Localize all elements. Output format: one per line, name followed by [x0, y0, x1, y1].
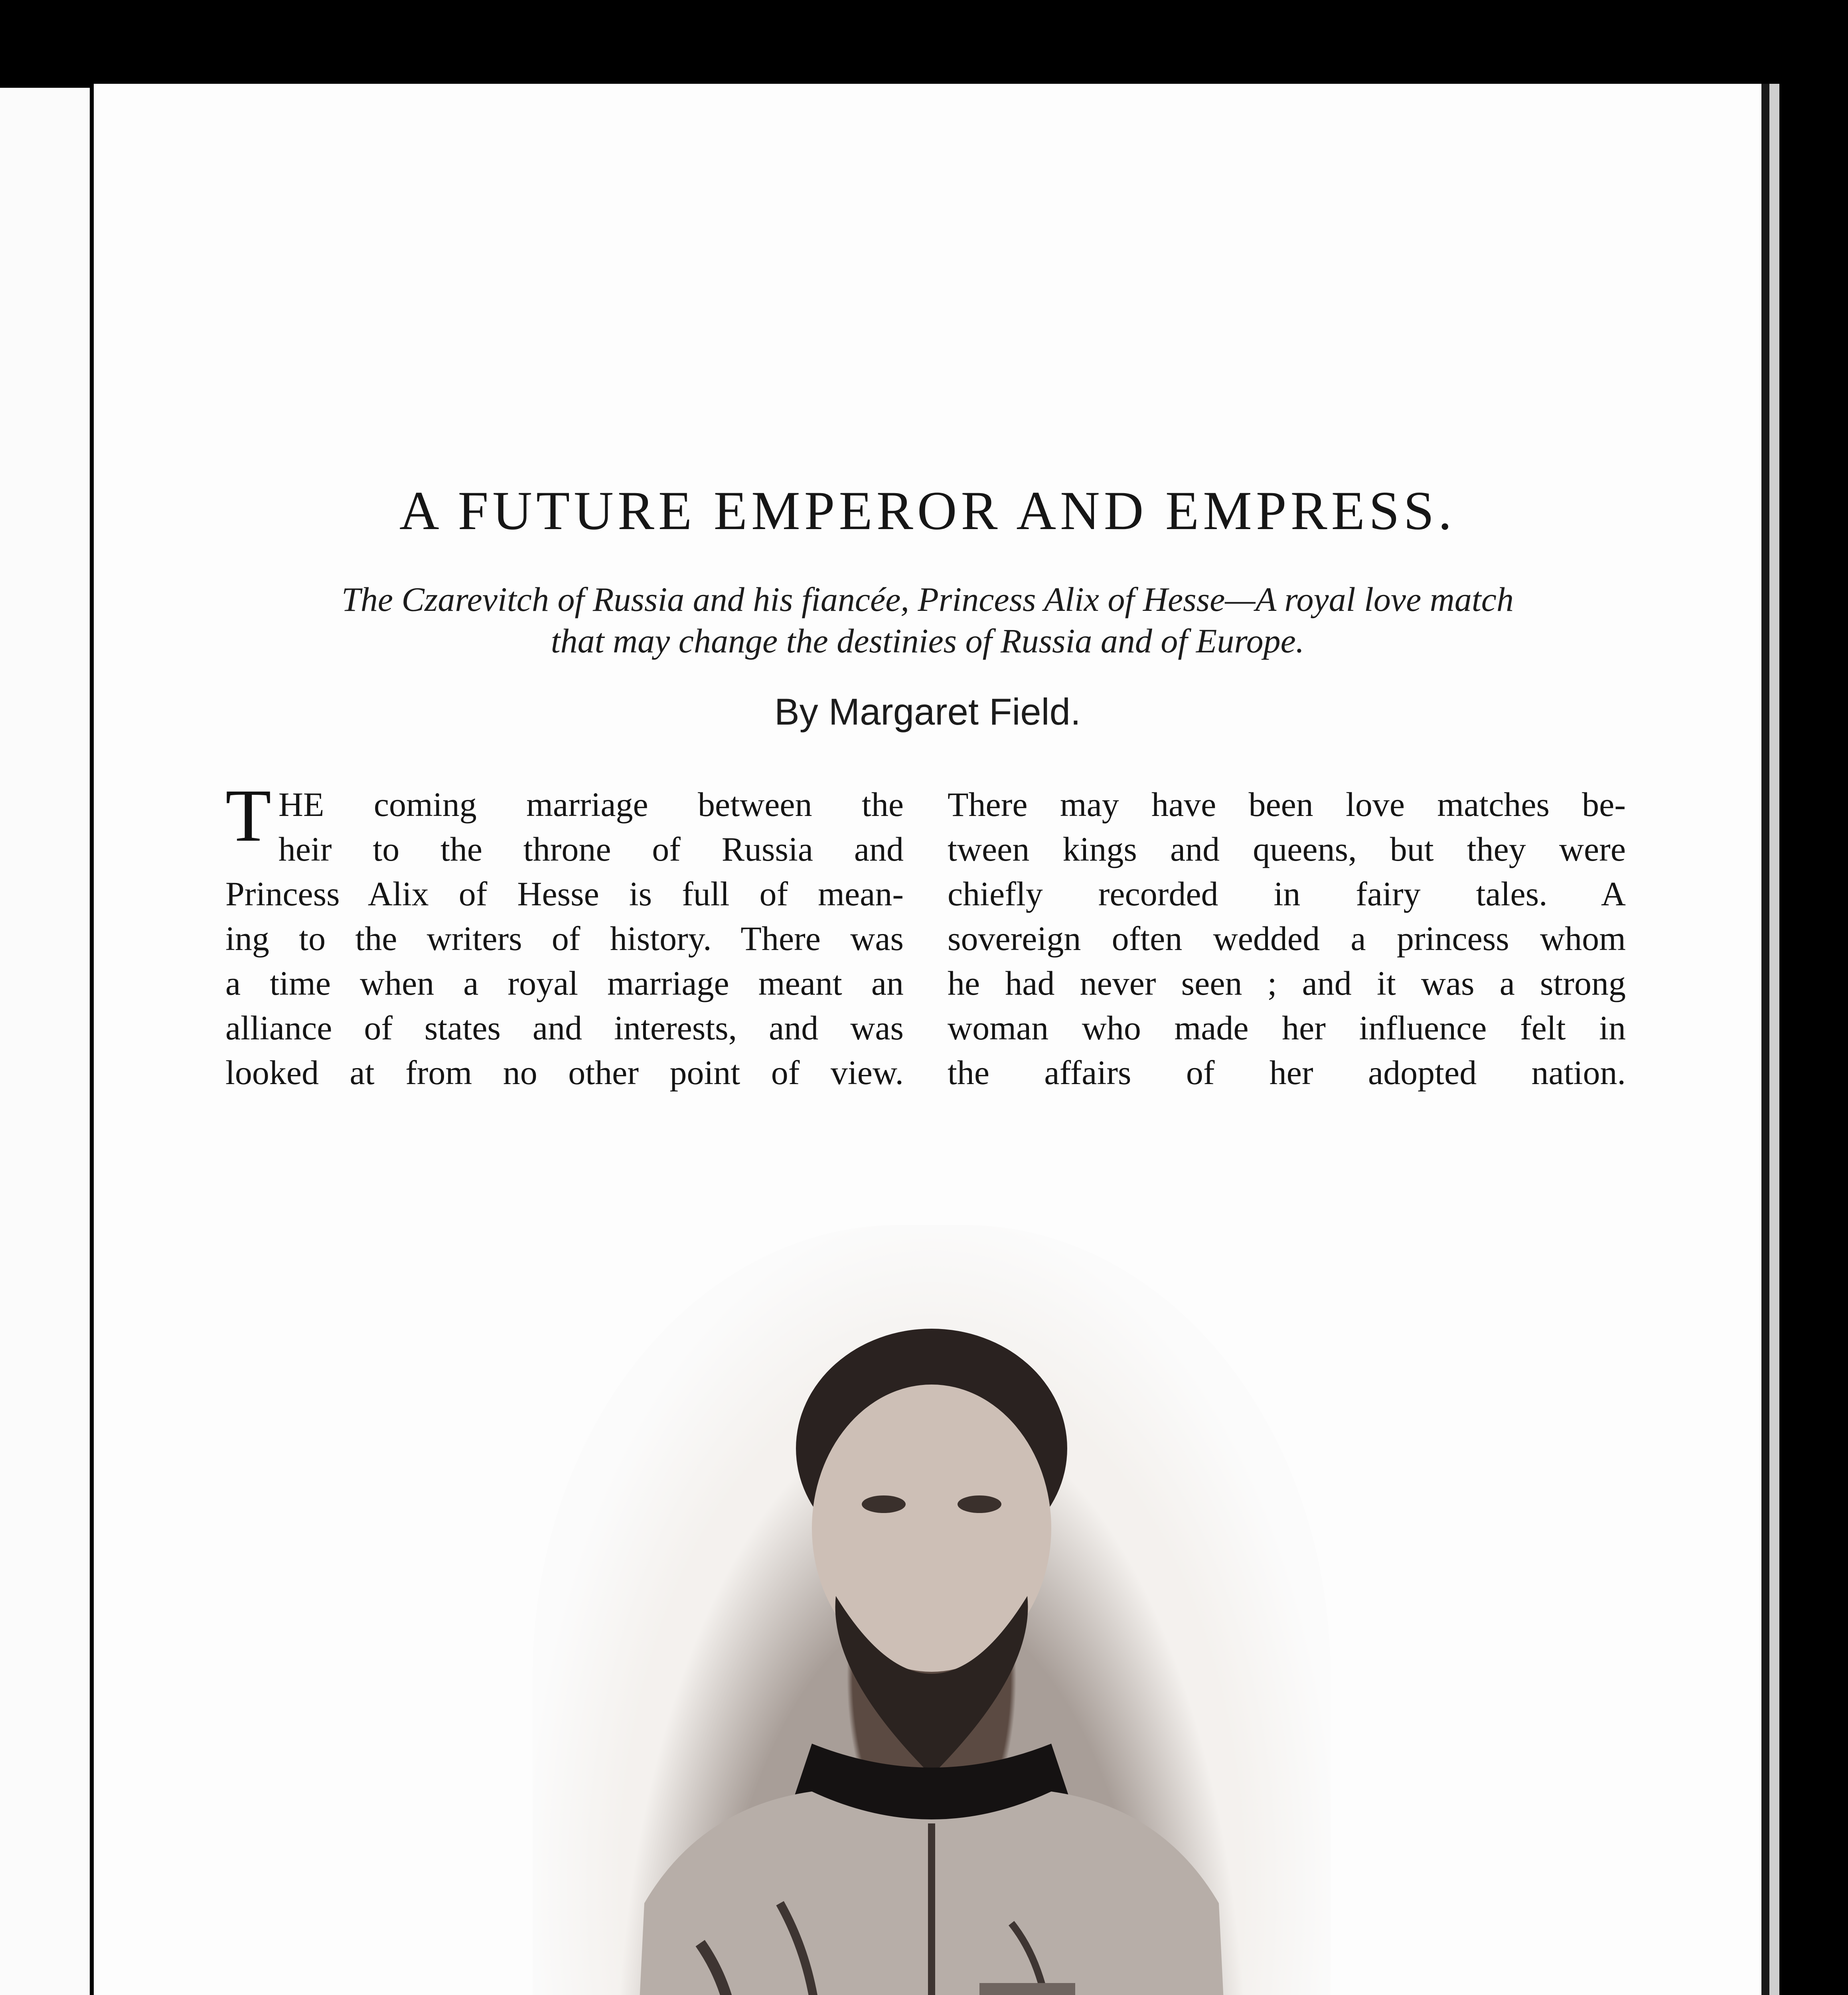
- magazine-page: [94, 84, 1761, 1995]
- body-line: ing to the writers of history. There was: [225, 919, 904, 958]
- body-line: looked at from no other point of view.: [225, 1053, 904, 1092]
- body-line: HE coming marriage between the: [278, 785, 904, 824]
- body-line: alliance of states and interests, and was: [225, 1009, 904, 1047]
- body-line: he had never seen ; and it was a strong: [948, 964, 1626, 1002]
- body-line: chiefly recorded in fairy tales. A: [948, 875, 1626, 913]
- portrait-photograph: [533, 1225, 1331, 1995]
- body-line: a time when a royal marriage meant an: [225, 964, 904, 1002]
- facing-page-edge: [0, 88, 90, 1995]
- body-line: sovereign often wedded a princess whom: [948, 919, 1626, 958]
- body-line: the affairs of her adopted nation.: [948, 1053, 1626, 1092]
- drop-cap: T: [225, 774, 271, 857]
- text-column-left: [225, 774, 904, 1095]
- article-byline: By Margaret Field.: [774, 691, 1081, 733]
- body-line: Princess Alix of Hesse is full of mean-: [225, 875, 904, 913]
- subtitle-line-2: that may change the destinies of Russia and of Europe.: [551, 622, 1305, 660]
- subtitle-line-1: The Czarevitch of Russia and his fiancée, Princess Alix of Hesse—A royal love match: [342, 580, 1514, 618]
- text-column-right: [948, 782, 1626, 1095]
- body-line: There may have been love matches be-: [948, 785, 1626, 824]
- article-title: A FUTURE EMPEROR AND EMPRESS.: [399, 480, 1456, 541]
- body-line: heir to the throne of Russia and: [278, 830, 904, 868]
- page-content: [225, 84, 1630, 1995]
- body-line: woman who made her influence felt in: [948, 1009, 1626, 1047]
- body-line: tween kings and queens, but they were: [948, 830, 1626, 868]
- portrait-illustration: [533, 1225, 1331, 1995]
- article-subtitle: [225, 579, 1630, 662]
- page-gutter: [90, 84, 94, 1995]
